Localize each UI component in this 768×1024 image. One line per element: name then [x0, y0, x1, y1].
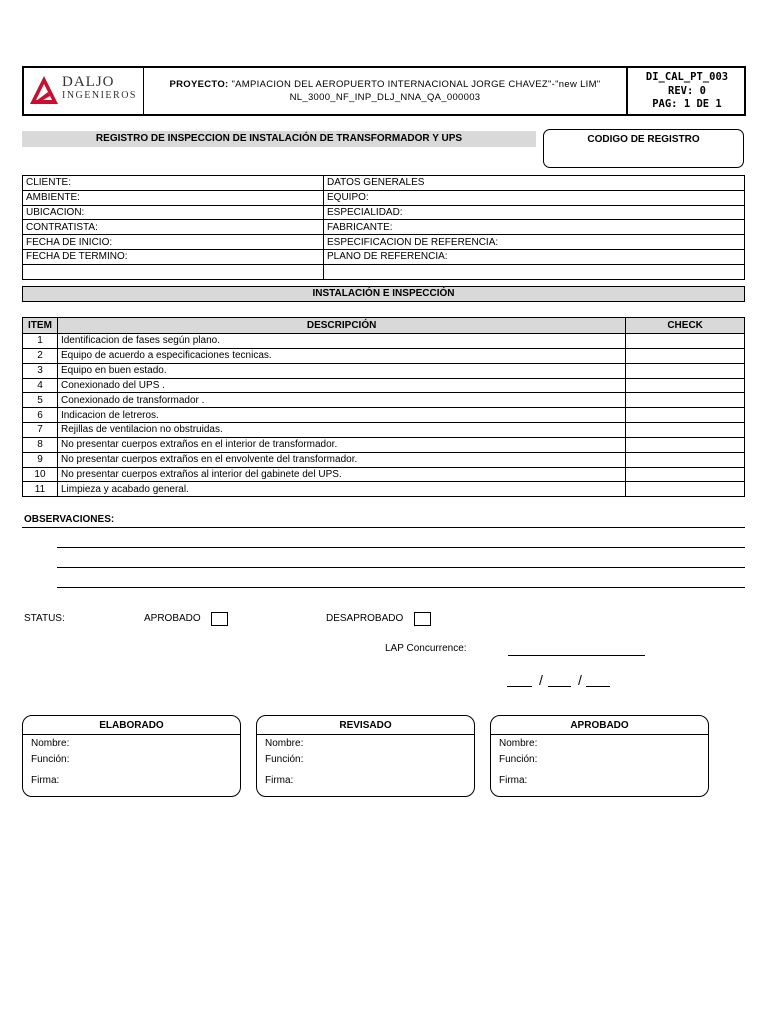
- disapproved-label: DESAPROBADO: [326, 613, 404, 624]
- header-item: ITEM: [23, 318, 58, 334]
- item-description: Conexionado del UPS .: [57, 378, 625, 393]
- lap-concurrence-field[interactable]: [508, 655, 645, 656]
- inspection-items-table: [22, 317, 745, 497]
- form-title: REGISTRO DE INSPECCION DE INSTALACIÓN DE TRANSFORMADOR Y UPS: [22, 131, 536, 147]
- date-separator: /: [578, 672, 582, 688]
- registration-code-field[interactable]: [543, 129, 744, 168]
- project-code: NL_3000_NF_INP_DLJ_NNA_QA_000003: [289, 92, 481, 103]
- section-title: INSTALACIÓN E INSPECCIÓN: [22, 286, 745, 302]
- item-description: Limpieza y acabado general.: [57, 482, 625, 497]
- item-check-cell[interactable]: [626, 378, 745, 393]
- table-header-row: [23, 318, 745, 334]
- project-label: PROYECTO:: [169, 79, 229, 90]
- table-row: [23, 408, 745, 423]
- general-data-table: [22, 175, 745, 280]
- table-row: [23, 378, 745, 393]
- item-number: 10: [23, 467, 58, 482]
- document-code: DI_CAL_PT_003: [645, 71, 729, 83]
- table-row: [23, 393, 745, 408]
- item-check-cell[interactable]: [626, 482, 745, 497]
- item-description: Identificacion de fases según plano.: [57, 334, 625, 349]
- table-row: [23, 334, 745, 349]
- item-description: Equipo en buen estado.: [57, 363, 625, 378]
- page-number: PAG: 1 DE 1: [652, 98, 722, 110]
- revision: REV: 0: [668, 84, 706, 97]
- general-field-left[interactable]: AMBIENTE:: [23, 190, 324, 205]
- daljo-logo-icon: [28, 74, 60, 106]
- name-field[interactable]: Nombre:: [499, 738, 538, 749]
- general-data-row: [23, 235, 745, 250]
- general-data-row: [23, 249, 745, 264]
- table-row: [23, 437, 745, 452]
- general-field-right[interactable]: ESPECIALIDAD:: [324, 205, 745, 220]
- registration-code-label: CODIGO DE REGISTRO: [587, 134, 700, 145]
- general-field-left[interactable]: CONTRATISTA:: [23, 220, 324, 235]
- item-check-cell[interactable]: [626, 437, 745, 452]
- function-field[interactable]: Función:: [265, 754, 304, 765]
- general-field-right[interactable]: DATOS GENERALES: [324, 176, 745, 191]
- date-day-field[interactable]: [507, 686, 532, 687]
- signature-title: REVISADO: [257, 716, 474, 735]
- item-number: 11: [23, 482, 58, 497]
- observations-line[interactable]: [57, 587, 745, 588]
- item-number: 5: [23, 393, 58, 408]
- lap-concurrence-label: LAP Concurrence:: [385, 643, 467, 654]
- general-field-left[interactable]: UBICACION:: [23, 205, 324, 220]
- general-field-left[interactable]: CLIENTE:: [23, 176, 324, 191]
- function-field[interactable]: Función:: [31, 754, 70, 765]
- disapproved-checkbox[interactable]: [414, 612, 431, 626]
- date-separator: /: [539, 672, 543, 688]
- general-data-row: [23, 205, 745, 220]
- observations-line[interactable]: [57, 547, 745, 548]
- item-check-cell[interactable]: [626, 348, 745, 363]
- signature-box-revisado: [256, 715, 475, 797]
- function-field[interactable]: Función:: [499, 754, 538, 765]
- signature-title: APROBADO: [491, 716, 708, 735]
- approved-label: APROBADO: [144, 613, 201, 624]
- item-description: No presentar cuerpos extraños en el interior de transformador.: [57, 437, 625, 452]
- item-description: Conexionado de transformador .: [57, 393, 625, 408]
- table-row: [23, 363, 745, 378]
- general-field-right[interactable]: [324, 264, 745, 279]
- signature-field[interactable]: Firma:: [31, 775, 60, 786]
- item-check-cell[interactable]: [626, 393, 745, 408]
- document-code-block: [628, 68, 746, 114]
- item-check-cell[interactable]: [626, 423, 745, 438]
- item-number: 7: [23, 423, 58, 438]
- date-year-field[interactable]: [586, 686, 610, 687]
- general-field-left[interactable]: FECHA DE TERMINO:: [23, 249, 324, 264]
- header-check: CHECK: [626, 318, 745, 334]
- item-check-cell[interactable]: [626, 363, 745, 378]
- signature-box-aprobado: [490, 715, 709, 797]
- logo-name: DALJO: [62, 74, 115, 90]
- item-number: 1: [23, 334, 58, 349]
- header-description: DESCRIPCIÓN: [57, 318, 625, 334]
- table-row: [23, 467, 745, 482]
- item-number: 3: [23, 363, 58, 378]
- signature-box-elaborado: [22, 715, 241, 797]
- observations-label: OBSERVACIONES:: [24, 514, 115, 525]
- table-row: [23, 348, 745, 363]
- company-logo: [24, 68, 144, 114]
- general-field-left[interactable]: [23, 264, 324, 279]
- general-data-row: [23, 190, 745, 205]
- item-description: Equipo de acuerdo a especificaciones tecnicas.: [57, 348, 625, 363]
- item-check-cell[interactable]: [626, 408, 745, 423]
- item-number: 8: [23, 437, 58, 452]
- item-description: No presentar cuerpos extraños en el envolvente del transformador.: [57, 452, 625, 467]
- table-row: [23, 452, 745, 467]
- general-field-right[interactable]: FABRICANTE:: [324, 220, 745, 235]
- general-data-row: [23, 264, 745, 279]
- item-check-cell[interactable]: [626, 334, 745, 349]
- name-field[interactable]: Nombre:: [31, 738, 70, 749]
- item-number: 6: [23, 408, 58, 423]
- general-field-left[interactable]: FECHA DE INICIO:: [23, 235, 324, 250]
- general-field-right[interactable]: EQUIPO:: [324, 190, 745, 205]
- signature-field[interactable]: Firma:: [499, 775, 528, 786]
- general-field-right[interactable]: PLANO DE REFERENCIA:: [324, 249, 745, 264]
- item-description: Indicacion de letreros.: [57, 408, 625, 423]
- project-info: [144, 68, 628, 114]
- item-number: 9: [23, 452, 58, 467]
- general-data-row: [23, 176, 745, 191]
- item-description: No presentar cuerpos extraños al interior del gabinete del UPS.: [57, 467, 625, 482]
- document-header: [22, 66, 746, 116]
- table-row: [23, 423, 745, 438]
- approved-checkbox[interactable]: [211, 612, 228, 626]
- item-number: 2: [23, 348, 58, 363]
- item-check-cell[interactable]: [626, 452, 745, 467]
- observations-line[interactable]: [57, 567, 745, 568]
- project-name: "AMPIACION DEL AEROPUERTO INTERNACIONAL JORGE CHAVEZ"-"new LIM": [231, 79, 601, 90]
- signature-title: ELABORADO: [23, 716, 240, 735]
- general-field-right[interactable]: ESPECIFICACION DE REFERENCIA:: [324, 235, 745, 250]
- status-label: STATUS:: [24, 613, 65, 624]
- logo-subtitle: INGENIEROS: [62, 90, 137, 101]
- item-description: Rejillas de ventilacion no obstruidas.: [57, 423, 625, 438]
- item-check-cell[interactable]: [626, 467, 745, 482]
- signature-field[interactable]: Firma:: [265, 775, 294, 786]
- table-row: [23, 482, 745, 497]
- observations-line[interactable]: [22, 527, 745, 528]
- general-data-row: [23, 220, 745, 235]
- name-field[interactable]: Nombre:: [265, 738, 304, 749]
- item-number: 4: [23, 378, 58, 393]
- date-month-field[interactable]: [548, 686, 571, 687]
